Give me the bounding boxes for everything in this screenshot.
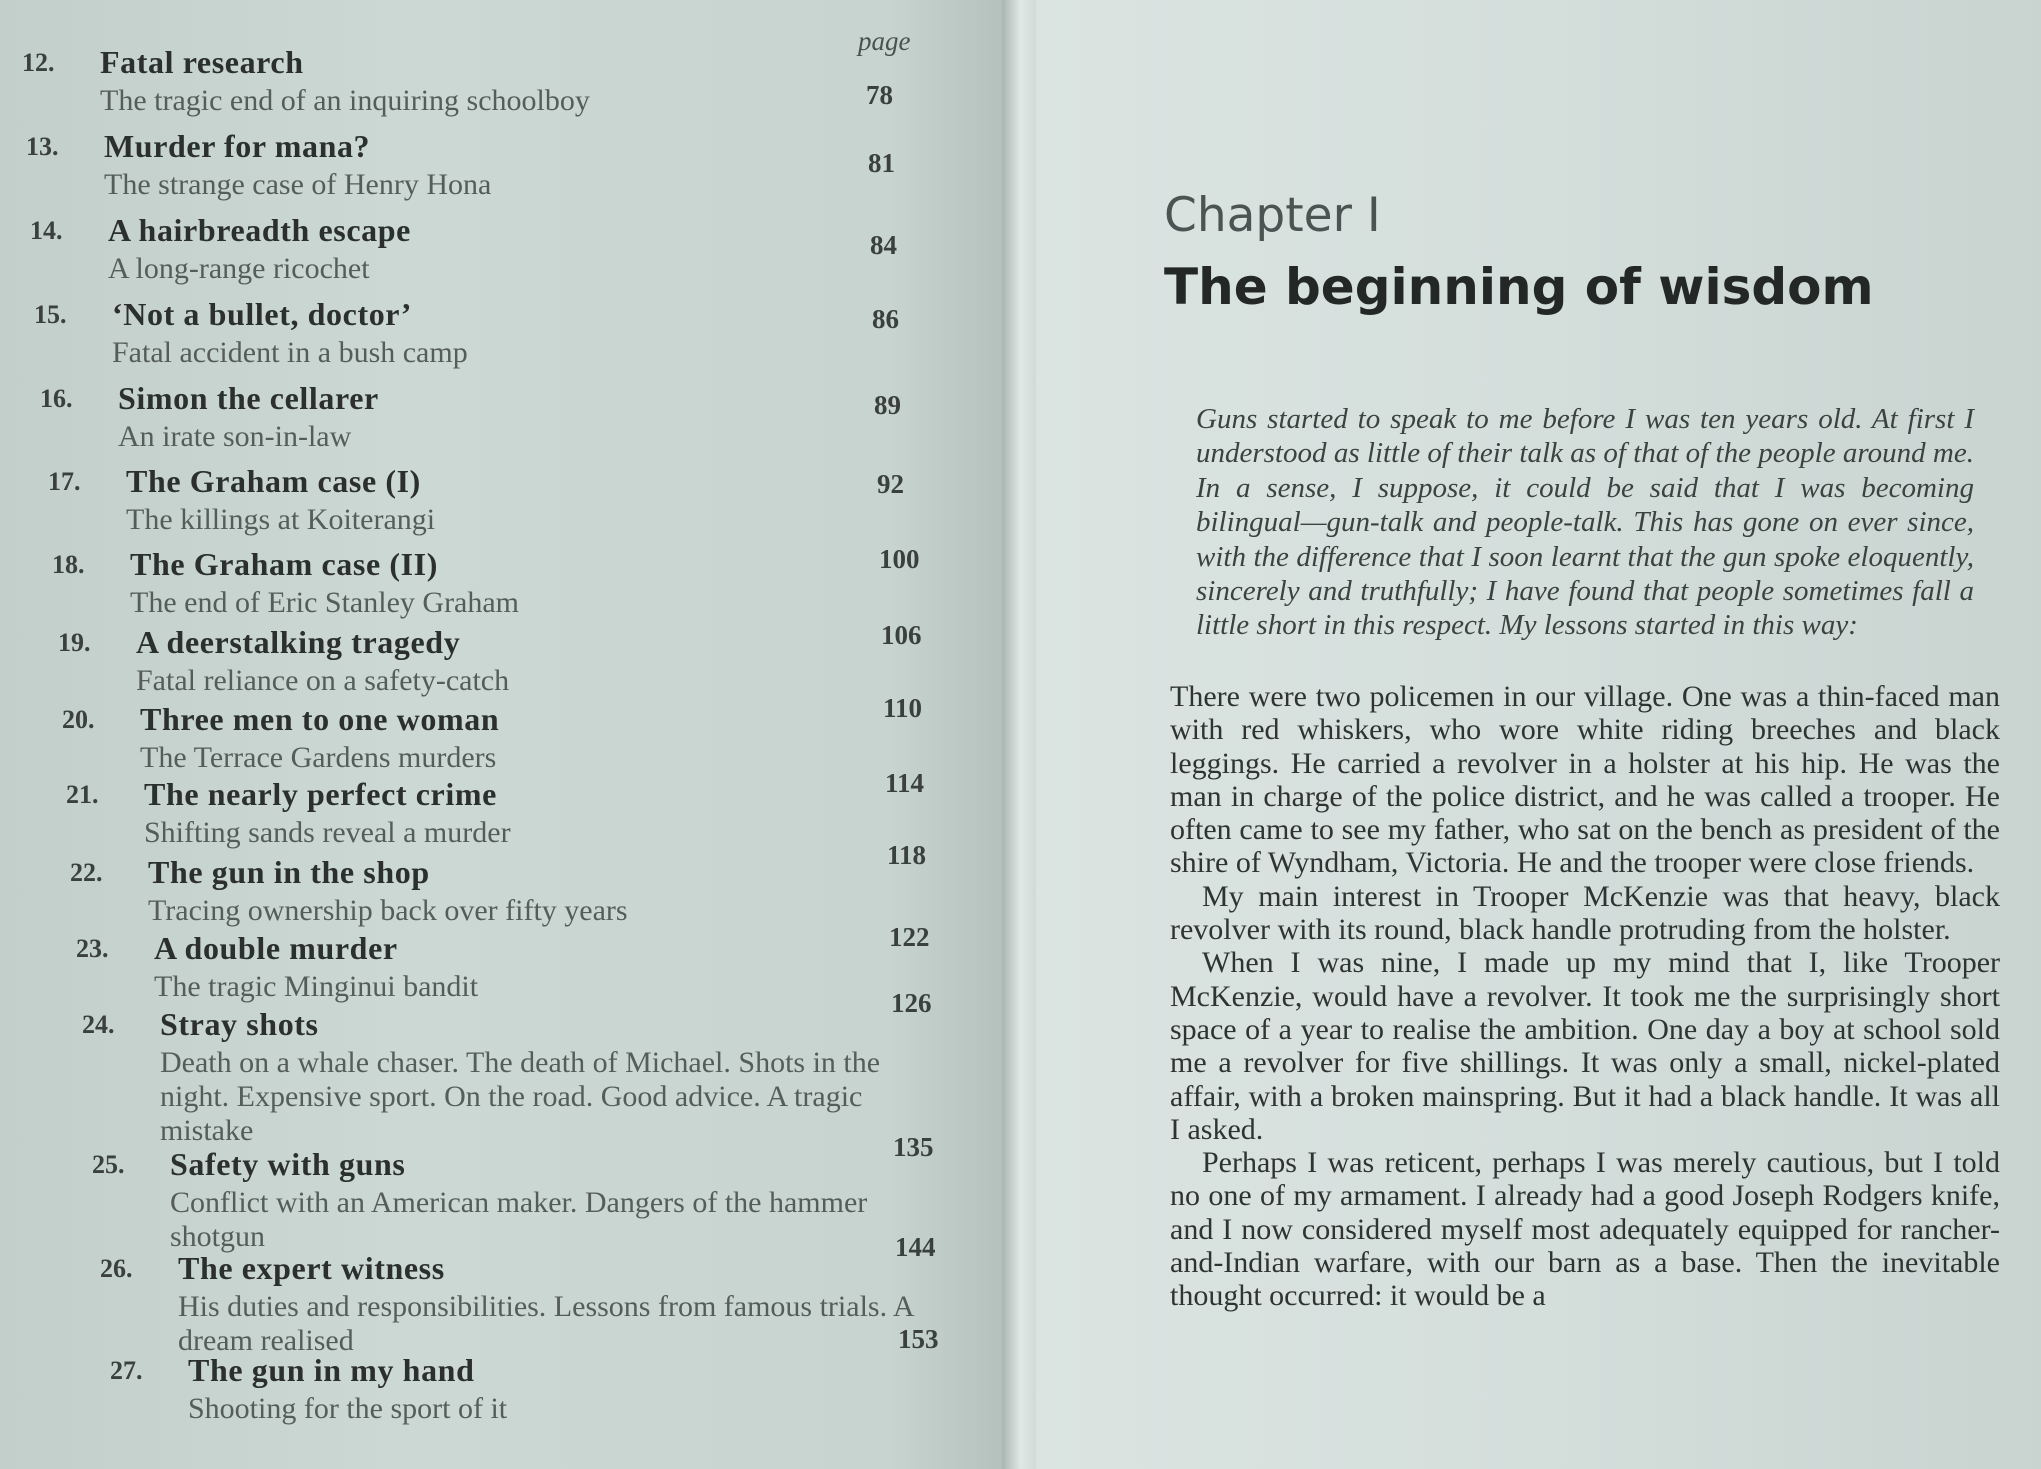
toc-entry-title: A hairbreadth escape <box>108 212 411 248</box>
toc-entry-number: 22. <box>70 858 103 887</box>
toc-entry-number: 18. <box>52 550 85 579</box>
toc-entry-subtitle: An irate son-in-law <box>118 420 352 453</box>
toc-entry-title: Simon the cellarer <box>118 380 379 416</box>
toc-entry-page-number: 153 <box>898 1324 939 1354</box>
body-paragraph: When I was nine, I made up my mind that I, like Trooper McKenzie, would have a revolver. It took me the surprisingly short space of a year to realise the ambition. One day a boy at school sold me a revolver for five shillings. It was only a small, nickel-plated affair, with a broken mainspring. But it had a black handle. It was all I asked. <box>1170 946 2000 1146</box>
toc-entry-page-number: 86 <box>872 304 899 334</box>
chapter-label: Chapter I <box>1164 188 1381 243</box>
toc-entry-number: 13. <box>26 132 59 161</box>
toc-entry-title: The nearly perfect crime <box>144 776 497 812</box>
toc-entry-number: 19. <box>58 628 91 657</box>
body-paragraph: There were two policemen in our village. One was a thin-faced man with red whiskers, who wore white riding breeches and black leggings. He carried a revolver in a holster at his hip. He was the man in charge of the police district, and he was called a trooper. He often came to see my father, who sat on the bench as president of the shire of Wyndham, Victoria. He and the trooper were close friends. <box>1170 680 2000 880</box>
toc-entry-page-number: 144 <box>895 1232 936 1262</box>
toc-entry-page-number: 78 <box>866 80 893 110</box>
toc-entry-number: 12. <box>22 48 55 77</box>
toc-entry-page-number: 135 <box>893 1132 934 1162</box>
toc-entry-number: 17. <box>48 467 81 496</box>
toc-entry-title: Safety with guns <box>170 1146 406 1182</box>
toc-entry-title: A deerstalking tragedy <box>136 624 461 660</box>
toc-entry-number: 15. <box>34 300 67 329</box>
toc-entry-subtitle: Death on a whale chaser. The death of Michael. Shots in the night. Expensive sport. On the road. Good advice. A tragic mistake <box>160 1046 881 1147</box>
toc-entry-page-number: 92 <box>877 469 904 499</box>
toc-entry-subtitle: His duties and responsibilities. Lessons from famous trials. A dream realised <box>178 1290 913 1357</box>
toc-entry-subtitle: Conflict with an American maker. Dangers of the hammer shotgun <box>170 1186 868 1253</box>
toc-entry-page-number: 118 <box>887 840 927 870</box>
toc-entry-page-number: 110 <box>883 693 923 723</box>
toc-entry-title: The Graham case (II) <box>130 546 438 582</box>
toc-entry-subtitle: The killings at Koiterangi <box>126 503 436 536</box>
toc-entry-title: A double murder <box>154 930 398 966</box>
toc-entry-subtitle: The end of Eric Stanley Graham <box>130 586 520 619</box>
toc-entry-page-number: 122 <box>889 922 930 952</box>
toc-entry-title: The gun in the shop <box>148 854 430 890</box>
book-gutter <box>1002 0 1036 1469</box>
toc-entry-page-number: 89 <box>874 390 901 420</box>
toc-entry-number: 23. <box>76 934 109 963</box>
toc-entry-number: 25. <box>92 1150 125 1179</box>
toc-entry-subtitle: A long-range ricochet <box>108 252 370 285</box>
toc-entry-page-number: 114 <box>885 768 925 798</box>
body-paragraph: My main interest in Trooper McKenzie was that heavy, black revolver with its round, black handle protruding from the holster. <box>1170 879 2000 947</box>
chapter-epigraph: Guns started to speak to me before I was ten years old. At first I understood as little of their talk as of that of the people around me. In a sense, I suppose, it could be said that I was becoming bilingual—gun-talk and people-talk. This has gone on ever since, with the difference that I soon learnt that the gun spoke eloquently, sincerely and truthfully; I have found that people sometimes fall a little short in this respect. My lessons started in this way: <box>1196 403 1974 642</box>
toc-entry-page-number: 126 <box>891 988 932 1018</box>
toc-entry-subtitle: The strange case of Henry Hona <box>104 168 492 201</box>
toc-entry-title: Murder for mana? <box>104 128 371 164</box>
toc-entry-title: The gun in my hand <box>188 1352 475 1388</box>
toc-entry-title: ‘Not a bullet, doctor’ <box>112 296 412 332</box>
toc-entry-number: 21. <box>66 780 99 809</box>
toc-entry-page-number: 100 <box>879 544 920 574</box>
toc-entry-page-number: 106 <box>881 620 922 650</box>
toc-entry-title: Three men to one woman <box>140 701 500 737</box>
toc-entry-number: 24. <box>82 1010 115 1039</box>
toc-entry-title: Stray shots <box>160 1006 319 1042</box>
toc-entry-number: 27. <box>110 1356 143 1385</box>
body-paragraph: Perhaps I was reticent, perhaps I was merely cautious, but I told no one of my armament. I already had a good Joseph Rodgers knife, and I now considered myself most adequately equipped for rancher-and-Indian warfare, with our barn as a base. Then the inevitable thought occurred: it would be a <box>1170 1146 2000 1313</box>
toc-entry-number: 16. <box>40 384 73 413</box>
toc-entry-page-number: 81 <box>868 148 895 178</box>
toc-entry-title: The expert witness <box>178 1250 445 1286</box>
toc-entry-subtitle: Shooting for the sport of it <box>188 1392 508 1425</box>
chapter-title: The beginning of wisdom <box>1164 258 1874 316</box>
toc-entry-subtitle: Fatal accident in a bush camp <box>112 336 468 369</box>
toc-entry-number: 14. <box>30 216 63 245</box>
toc-entry-subtitle: The tragic Minginui bandit <box>154 970 479 1003</box>
toc-entry-title: The Graham case (I) <box>126 463 421 499</box>
toc-entry-number: 26. <box>100 1254 133 1283</box>
toc-entry-number: 20. <box>62 705 95 734</box>
page-column-label: page <box>858 26 911 56</box>
chapter-body <box>1170 680 2000 1313</box>
toc-entry-page-number: 84 <box>870 230 897 260</box>
toc-entry-subtitle: Fatal reliance on a safety-catch <box>136 664 510 697</box>
toc-entry-subtitle: The Terrace Gardens murders <box>140 741 497 774</box>
toc-entry-subtitle: Tracing ownership back over fifty years <box>148 894 628 927</box>
toc-entry-subtitle: The tragic end of an inquiring schoolboy <box>100 84 590 117</box>
toc-entry-subtitle: Shifting sands reveal a murder <box>144 816 511 849</box>
toc-entry-title: Fatal research <box>100 44 304 80</box>
